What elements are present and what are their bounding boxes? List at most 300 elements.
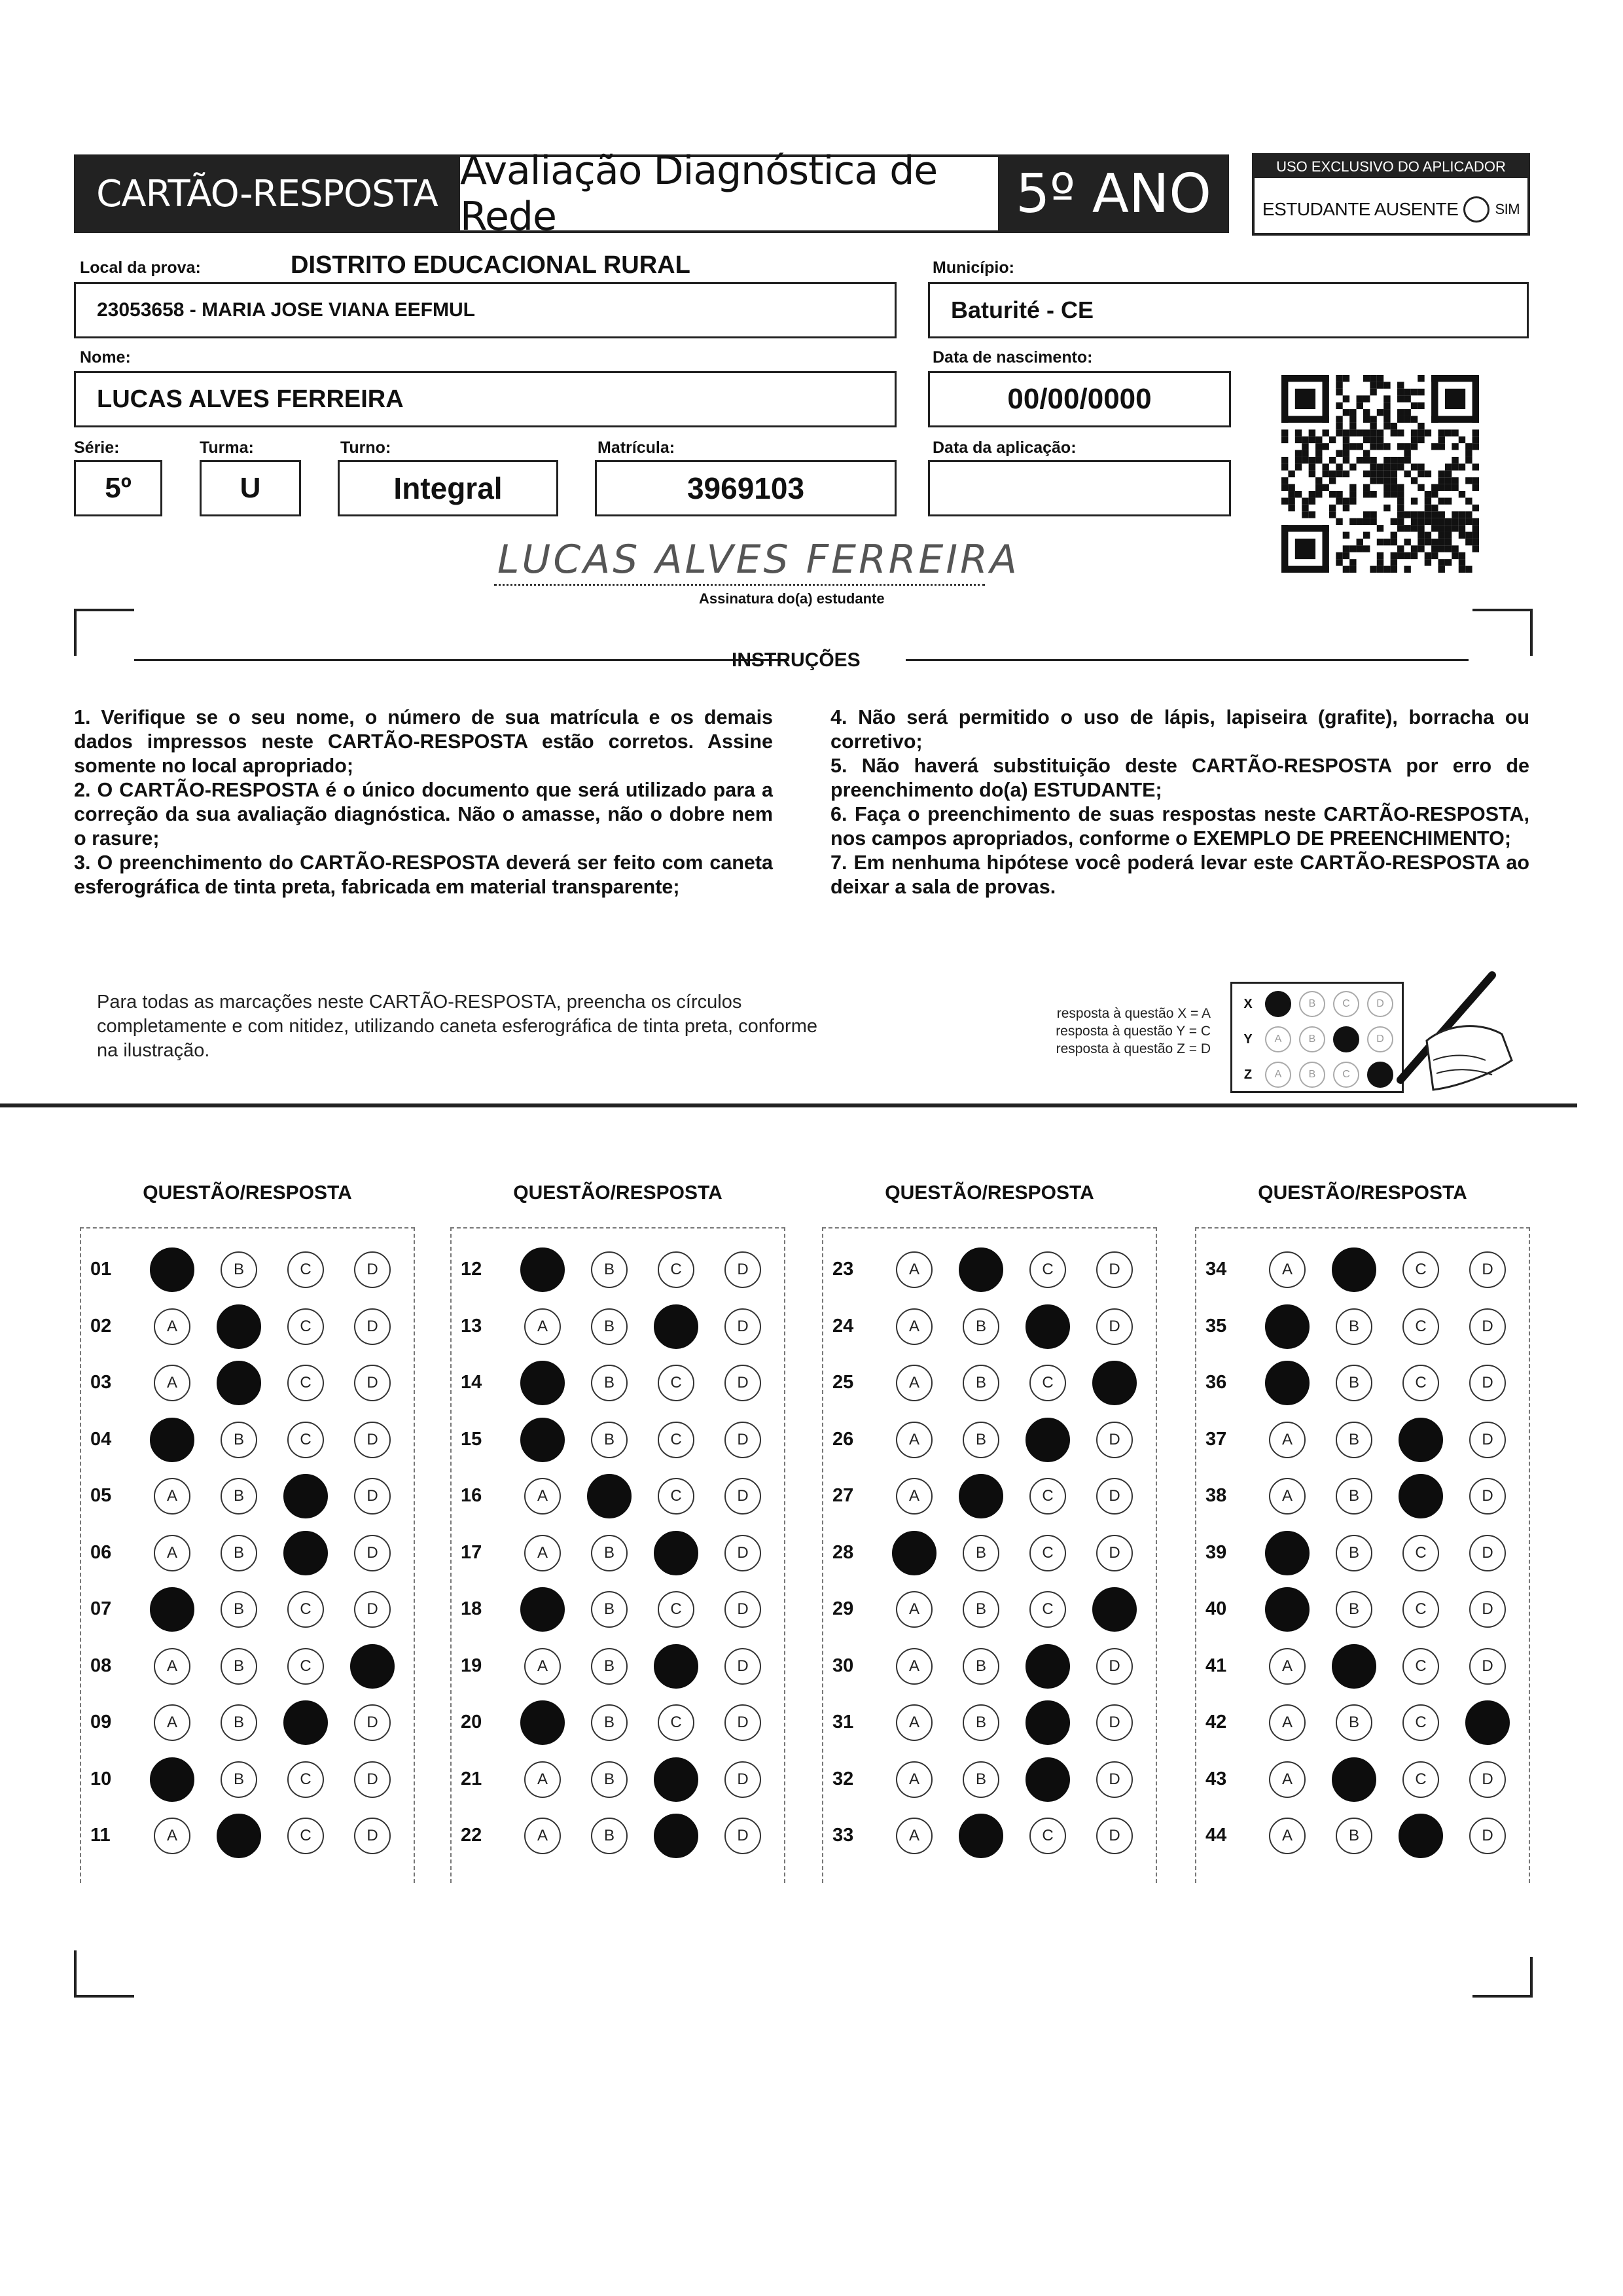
absent-row xyxy=(1255,190,1527,229)
corner-mark-top-left xyxy=(74,609,134,656)
answer-bubble-04-d[interactable]: D xyxy=(354,1422,391,1458)
answer-bubble-29-b[interactable]: B xyxy=(963,1591,999,1628)
serie-field xyxy=(74,460,162,516)
instruction-item: 5. Não haverá substituição deste CARTÃO-RESPOSTA por erro de preenchimento do(a) ESTUDANTE; xyxy=(830,755,1529,801)
question-number: 11 xyxy=(90,1825,111,1846)
answer-bubble-09-b[interactable]: B xyxy=(221,1704,257,1741)
question-number: 35 xyxy=(1205,1315,1227,1336)
question-number: 09 xyxy=(90,1712,112,1732)
local-label: Local da prova: xyxy=(80,259,201,277)
question-number: 36 xyxy=(1205,1372,1227,1393)
answer-bubble-23-d[interactable]: D xyxy=(1096,1251,1133,1288)
answer-bubble-19-c[interactable] xyxy=(654,1644,698,1689)
answer-bubble-11-d[interactable]: D xyxy=(354,1818,391,1854)
answer-bubble-43-c[interactable]: C xyxy=(1402,1761,1439,1798)
matricula-field xyxy=(595,460,897,516)
answer-bubble-17-c[interactable] xyxy=(654,1531,698,1575)
answer-bubble-10-d[interactable]: D xyxy=(354,1761,391,1798)
answer-bubble-39-c[interactable]: C xyxy=(1402,1535,1439,1571)
instruction-item: 7. Em nenhuma hipótese você poderá levar este CARTÃO-RESPOSTA ao deixar a sala de provas. xyxy=(830,852,1529,898)
answer-bubble-35-a[interactable] xyxy=(1265,1304,1310,1349)
answer-bubble-25-a[interactable]: A xyxy=(896,1365,933,1401)
example-row-label: X xyxy=(1243,996,1253,1011)
answer-bubble-14-d[interactable]: D xyxy=(724,1365,761,1401)
answer-bubble-06-d[interactable]: D xyxy=(354,1535,391,1571)
answer-bubble-37-a[interactable]: A xyxy=(1269,1422,1306,1458)
answer-bubble-30-c[interactable] xyxy=(1026,1644,1070,1689)
answer-bubble-41-b[interactable] xyxy=(1332,1644,1376,1689)
answer-bubble-42-d[interactable] xyxy=(1465,1700,1510,1745)
answer-bubble-01-a[interactable] xyxy=(150,1247,194,1292)
nome-field xyxy=(74,371,897,427)
answer-bubble-17-d[interactable]: D xyxy=(724,1535,761,1571)
answer-bubble-41-d[interactable]: D xyxy=(1469,1648,1506,1685)
question-number: 04 xyxy=(90,1428,112,1450)
answer-bubble-40-a[interactable] xyxy=(1265,1587,1310,1632)
instruction-item: 2. O CARTÃO-RESPOSTA é o único documento que será utilizado para a correção da sua avaliação diagnóstica. Não o amasse, não o dobre nem o rasure; xyxy=(74,779,773,850)
turno-value: Integral xyxy=(393,471,503,505)
answer-bubble-23-c[interactable]: C xyxy=(1029,1251,1066,1288)
answer-bubble-06-b[interactable]: B xyxy=(221,1535,257,1571)
answer-bubble-15-c[interactable]: C xyxy=(658,1422,694,1458)
answer-bubble-41-a[interactable]: A xyxy=(1269,1648,1306,1685)
fill-instruction-note: Para todas as marcações neste CARTÃO-RESPOSTA, preencha os círculos completamente e com nitidez, utilizando caneta esferográfica de tinta preta, conforme na ilustração. xyxy=(97,992,817,1061)
answer-bubble-21-d[interactable]: D xyxy=(724,1761,761,1798)
question-number: 43 xyxy=(1205,1768,1227,1789)
answer-bubble-31-b[interactable]: B xyxy=(963,1704,999,1741)
answer-bubble-44-b[interactable]: B xyxy=(1336,1818,1372,1854)
serie-label: Série: xyxy=(74,439,120,457)
answer-bubble-20-b[interactable]: B xyxy=(591,1704,628,1741)
answer-bubble-27-c[interactable]: C xyxy=(1029,1478,1066,1515)
nome-label: Nome: xyxy=(80,348,131,367)
answer-bubble-13-d[interactable]: D xyxy=(724,1308,761,1345)
answer-bubble-36-d[interactable]: D xyxy=(1469,1365,1506,1401)
student-signature: LUCAS ALVES FERREIRA xyxy=(497,537,1020,583)
aplicacao-field xyxy=(928,460,1231,516)
local-field xyxy=(74,282,897,338)
answer-bubble-10-c[interactable]: C xyxy=(287,1761,324,1798)
answer-bubble-37-b[interactable]: B xyxy=(1336,1422,1372,1458)
answer-bubble-10-a[interactable] xyxy=(150,1757,194,1802)
local-district: DISTRITO EDUCACIONAL RURAL xyxy=(291,251,690,279)
example-line: resposta à questão Z = D xyxy=(1056,1041,1211,1056)
answer-bubble-24-c[interactable] xyxy=(1026,1304,1070,1349)
answer-bubble-07-a[interactable] xyxy=(150,1587,194,1632)
example-bubble: B xyxy=(1299,1026,1325,1052)
serie-value: 5º xyxy=(105,472,132,504)
answer-bubble-17-a[interactable]: A xyxy=(524,1535,561,1571)
answer-block-title: QUESTÃO/RESPOSTA xyxy=(1258,1182,1467,1204)
question-number: 41 xyxy=(1205,1655,1227,1676)
nome-value: LUCAS ALVES FERREIRA xyxy=(97,385,404,413)
answer-bubble-09-c[interactable] xyxy=(283,1700,328,1745)
question-number: 17 xyxy=(461,1541,482,1563)
answer-bubble-32-d[interactable]: D xyxy=(1096,1761,1133,1798)
question-number: 03 xyxy=(90,1372,112,1393)
instructions-rule-left xyxy=(134,659,789,661)
turno-label: Turno: xyxy=(340,439,391,457)
example-bubble: B xyxy=(1299,991,1325,1017)
fill-example-grid xyxy=(1230,982,1404,1093)
answer-bubble-28-a[interactable] xyxy=(892,1531,936,1575)
answer-bubble-28-b[interactable]: B xyxy=(963,1535,999,1571)
answer-bubble-38-a[interactable]: A xyxy=(1269,1478,1306,1515)
question-number: 18 xyxy=(461,1598,482,1619)
answer-bubble-23-a[interactable]: A xyxy=(896,1251,933,1288)
answer-bubble-36-b[interactable]: B xyxy=(1336,1365,1372,1401)
answer-bubble-07-d[interactable]: D xyxy=(354,1591,391,1628)
question-number: 29 xyxy=(832,1598,854,1619)
example-line: resposta à questão X = A xyxy=(1056,1006,1211,1021)
answer-bubble-15-b[interactable]: B xyxy=(591,1422,628,1458)
answer-bubble-40-c[interactable]: C xyxy=(1402,1591,1439,1628)
answer-bubble-34-a[interactable]: A xyxy=(1269,1251,1306,1288)
question-number: 24 xyxy=(832,1315,854,1336)
answer-bubble-29-d[interactable] xyxy=(1092,1587,1137,1632)
answer-bubble-13-b[interactable]: B xyxy=(591,1308,628,1345)
example-bubble: B xyxy=(1299,1062,1325,1088)
question-number: 13 xyxy=(461,1315,482,1336)
answer-bubble-05-b[interactable]: B xyxy=(221,1478,257,1515)
answer-bubble-12-d[interactable]: D xyxy=(724,1251,761,1288)
answer-bubble-19-a[interactable]: A xyxy=(524,1648,561,1685)
example-row-label: Y xyxy=(1243,1031,1253,1047)
answer-bubble-33-a[interactable]: A xyxy=(896,1818,933,1854)
nascimento-value: 00/00/0000 xyxy=(1007,383,1152,415)
corner-mark-top-right xyxy=(1472,609,1533,656)
answer-bubble-22-b[interactable]: B xyxy=(591,1818,628,1854)
municipio-value: Baturité - CE xyxy=(951,296,1094,323)
answer-bubble-34-c[interactable]: C xyxy=(1402,1251,1439,1288)
answer-bubble-14-b[interactable]: B xyxy=(591,1365,628,1401)
answer-bubble-24-b[interactable]: B xyxy=(963,1308,999,1345)
answer-bubble-38-b[interactable]: B xyxy=(1336,1478,1372,1515)
example-legend xyxy=(995,1005,1211,1058)
instructions-rule-right xyxy=(906,659,1469,661)
instructions-col-left xyxy=(74,706,773,899)
answer-bubble-15-d[interactable]: D xyxy=(724,1422,761,1458)
answer-bubble-12-c[interactable]: C xyxy=(658,1251,694,1288)
question-number: 21 xyxy=(461,1768,482,1789)
turma-label: Turma: xyxy=(200,439,254,457)
answer-bubble-31-a[interactable]: A xyxy=(896,1704,933,1741)
aplicacao-label: Data da aplicação: xyxy=(933,439,1077,457)
turma-field xyxy=(200,460,301,516)
answer-bubble-05-d[interactable]: D xyxy=(354,1478,391,1515)
answer-bubble-22-a[interactable]: A xyxy=(524,1818,561,1854)
answer-bubble-39-a[interactable] xyxy=(1265,1531,1310,1575)
answer-bubble-22-c[interactable] xyxy=(654,1814,698,1858)
answer-bubble-44-c[interactable] xyxy=(1399,1814,1443,1858)
instruction-item: 1. Verifique se o seu nome, o número de sua matrícula e os demais dados impressos neste CARTÃO-RESPOSTA estão corretos. Assine somente no local apropriado; xyxy=(74,706,773,777)
answer-bubble-33-d[interactable]: D xyxy=(1096,1818,1133,1854)
answer-bubble-20-c[interactable]: C xyxy=(658,1704,694,1741)
answer-bubble-43-d[interactable]: D xyxy=(1469,1761,1506,1798)
answer-bubble-01-b[interactable]: B xyxy=(221,1251,257,1288)
answer-bubble-28-c[interactable]: C xyxy=(1029,1535,1066,1571)
answer-bubble-43-b[interactable] xyxy=(1332,1757,1376,1802)
answer-bubble-30-d[interactable]: D xyxy=(1096,1648,1133,1685)
answer-bubble-29-a[interactable]: A xyxy=(896,1591,933,1628)
question-number: 39 xyxy=(1205,1541,1227,1563)
answer-bubble-37-d[interactable]: D xyxy=(1469,1422,1506,1458)
answer-bubble-08-d[interactable] xyxy=(350,1644,395,1689)
answer-bubble-27-a[interactable]: A xyxy=(896,1478,933,1515)
answer-bubble-44-a[interactable]: A xyxy=(1269,1818,1306,1854)
answer-bubble-16-b[interactable] xyxy=(587,1474,632,1518)
answer-bubble-26-a[interactable]: A xyxy=(896,1422,933,1458)
answer-bubble-06-a[interactable]: A xyxy=(154,1535,190,1571)
answer-bubble-40-b[interactable]: B xyxy=(1336,1591,1372,1628)
signature-label: Assinatura do(a) estudante xyxy=(699,590,885,607)
answer-bubble-42-a[interactable]: A xyxy=(1269,1704,1306,1741)
question-number: 25 xyxy=(832,1372,854,1393)
answer-bubble-07-b[interactable]: B xyxy=(221,1591,257,1628)
answer-bubble-07-c[interactable]: C xyxy=(287,1591,324,1628)
example-row-label: Z xyxy=(1243,1067,1253,1082)
municipio-label: Município: xyxy=(933,259,1014,277)
answer-bubble-28-d[interactable]: D xyxy=(1096,1535,1133,1571)
answer-bubble-31-c[interactable] xyxy=(1026,1700,1070,1745)
turma-value: U xyxy=(240,472,261,504)
answer-bubble-40-d[interactable]: D xyxy=(1469,1591,1506,1628)
aplicador-title: USO EXCLUSIVO DO APLICADOR xyxy=(1255,156,1527,178)
question-number: 27 xyxy=(832,1485,854,1506)
answer-bubble-24-d[interactable]: D xyxy=(1096,1308,1133,1345)
answer-bubble-19-d[interactable]: D xyxy=(724,1648,761,1685)
answer-bubble-12-b[interactable]: B xyxy=(591,1251,628,1288)
example-bubble: A xyxy=(1265,1026,1291,1052)
answer-bubble-31-d[interactable]: D xyxy=(1096,1704,1133,1741)
signature-line xyxy=(494,584,985,586)
matricula-label: Matrícula: xyxy=(597,439,675,457)
question-number: 14 xyxy=(461,1372,482,1393)
question-number: 07 xyxy=(90,1598,112,1619)
example-bubble: A xyxy=(1265,1062,1291,1088)
answer-bubble-09-a[interactable]: A xyxy=(154,1704,190,1741)
section-divider xyxy=(0,1103,1577,1107)
answer-bubble-08-c[interactable]: C xyxy=(287,1648,324,1685)
corner-mark-bottom-left xyxy=(74,1950,134,1998)
answer-bubble-18-d[interactable]: D xyxy=(724,1591,761,1628)
local-value: 23053658 - MARIA JOSE VIANA EEFMUL xyxy=(97,299,475,321)
question-number: 10 xyxy=(90,1768,112,1789)
answer-block-title: QUESTÃO/RESPOSTA xyxy=(143,1182,352,1204)
answer-bubble-18-c[interactable]: C xyxy=(658,1591,694,1628)
question-number: 02 xyxy=(90,1315,112,1336)
answer-bubble-36-a[interactable] xyxy=(1265,1361,1310,1405)
question-number: 37 xyxy=(1205,1428,1227,1450)
answer-bubble-13-c[interactable] xyxy=(654,1304,698,1349)
answer-bubble-26-b[interactable]: B xyxy=(963,1422,999,1458)
question-number: 32 xyxy=(832,1768,854,1789)
instructions-title: INSTRUÇÕES xyxy=(732,649,861,671)
answer-bubble-05-a[interactable]: A xyxy=(154,1478,190,1515)
hand-pen-icon xyxy=(1387,962,1518,1100)
answer-bubble-10-b[interactable]: B xyxy=(221,1761,257,1798)
aplicador-box xyxy=(1252,153,1530,236)
answer-bubble-27-b[interactable] xyxy=(959,1474,1003,1518)
grade-label: 5º ANO xyxy=(998,154,1229,233)
instruction-item: 3. O preenchimento do CARTÃO-RESPOSTA deverá ser feito com caneta esferográfica de tinta preta, fabricada em material transparente; xyxy=(74,852,773,898)
answer-bubble-41-c[interactable]: C xyxy=(1402,1648,1439,1685)
answer-bubble-08-b[interactable]: B xyxy=(221,1648,257,1685)
answer-bubble-09-d[interactable]: D xyxy=(354,1704,391,1741)
answer-bubble-05-c[interactable] xyxy=(283,1474,328,1518)
question-number: 31 xyxy=(832,1712,854,1732)
answer-bubble-30-b[interactable]: B xyxy=(963,1648,999,1685)
question-number: 28 xyxy=(832,1541,854,1563)
question-number: 40 xyxy=(1205,1598,1227,1619)
answer-bubble-32-c[interactable] xyxy=(1026,1757,1070,1802)
question-number: 44 xyxy=(1205,1825,1227,1846)
answer-bubble-42-c[interactable]: C xyxy=(1402,1704,1439,1741)
question-number: 34 xyxy=(1205,1259,1227,1280)
question-number: 05 xyxy=(90,1485,112,1506)
answer-bubble-33-b[interactable] xyxy=(959,1814,1003,1858)
answer-bubble-16-c[interactable]: C xyxy=(658,1478,694,1515)
example-bubble xyxy=(1265,991,1291,1017)
answer-bubble-18-b[interactable]: B xyxy=(591,1591,628,1628)
answer-bubble-03-d[interactable]: D xyxy=(354,1365,391,1401)
answer-bubble-15-a[interactable] xyxy=(520,1418,565,1462)
answer-bubble-21-b[interactable]: B xyxy=(591,1761,628,1798)
answer-bubble-37-c[interactable] xyxy=(1399,1418,1443,1462)
answer-bubble-26-c[interactable] xyxy=(1026,1418,1070,1462)
answer-bubble-24-a[interactable]: A xyxy=(896,1308,933,1345)
answer-bubble-38-c[interactable] xyxy=(1399,1474,1443,1518)
question-number: 42 xyxy=(1205,1712,1227,1732)
question-number: 30 xyxy=(832,1655,854,1676)
absent-label: ESTUDANTE AUSENTE xyxy=(1262,199,1459,219)
exam-title: Avaliação Diagnóstica de Rede xyxy=(460,154,998,233)
municipio-field xyxy=(928,282,1529,338)
answer-bubble-06-c[interactable] xyxy=(283,1531,328,1575)
answer-bubble-21-c[interactable] xyxy=(654,1757,698,1802)
example-line: resposta à questão Y = C xyxy=(1056,1024,1211,1039)
instruction-item: 6. Faça o preenchimento de suas respostas neste CARTÃO-RESPOSTA, nos campos apropriados, conforme o EXEMPLO DE PREENCHIMENTO; xyxy=(830,803,1529,850)
example-bubble xyxy=(1333,1026,1359,1052)
answer-bubble-02-d[interactable]: D xyxy=(354,1308,391,1345)
question-number: 06 xyxy=(90,1541,112,1563)
answer-bubble-17-b[interactable]: B xyxy=(591,1535,628,1571)
answer-bubble-42-b[interactable]: B xyxy=(1336,1704,1372,1741)
answer-bubble-34-b[interactable] xyxy=(1332,1247,1376,1292)
answer-bubble-29-c[interactable]: C xyxy=(1029,1591,1066,1628)
answer-bubble-44-d[interactable]: D xyxy=(1469,1818,1506,1854)
answer-bubble-03-b[interactable] xyxy=(217,1361,261,1405)
answer-bubble-36-c[interactable]: C xyxy=(1402,1365,1439,1401)
absent-option: SIM xyxy=(1495,201,1520,217)
nascimento-label: Data de nascimento: xyxy=(933,348,1093,367)
answer-bubble-35-d[interactable]: D xyxy=(1469,1308,1506,1345)
question-number: 16 xyxy=(461,1485,482,1506)
answer-bubble-35-b[interactable]: B xyxy=(1336,1308,1372,1345)
instructions-col-right xyxy=(830,706,1529,899)
answer-bubble-04-a[interactable] xyxy=(150,1418,194,1462)
answer-bubble-33-c[interactable]: C xyxy=(1029,1818,1066,1854)
question-number: 19 xyxy=(461,1655,482,1676)
answer-bubble-39-d[interactable]: D xyxy=(1469,1535,1506,1571)
answer-bubble-11-b[interactable] xyxy=(217,1814,261,1858)
answer-bubble-18-a[interactable] xyxy=(520,1587,565,1632)
answer-bubble-03-a[interactable]: A xyxy=(154,1365,190,1401)
answer-bubble-43-a[interactable]: A xyxy=(1269,1761,1306,1798)
answer-bubble-32-a[interactable]: A xyxy=(896,1761,933,1798)
question-number: 26 xyxy=(832,1428,854,1450)
answer-bubble-11-a[interactable]: A xyxy=(154,1818,190,1854)
answer-bubble-20-a[interactable] xyxy=(520,1700,565,1745)
answer-bubble-04-c[interactable]: C xyxy=(287,1422,324,1458)
matricula-value: 3969103 xyxy=(687,471,805,505)
question-number: 20 xyxy=(461,1712,482,1732)
answer-bubble-02-b[interactable] xyxy=(217,1304,261,1349)
question-number: 23 xyxy=(832,1259,854,1280)
answer-bubble-01-d[interactable]: D xyxy=(354,1251,391,1288)
answer-bubble-03-c[interactable]: C xyxy=(287,1365,324,1401)
nascimento-field xyxy=(928,371,1231,427)
answer-bubble-02-c[interactable]: C xyxy=(287,1308,324,1345)
answer-bubble-12-a[interactable] xyxy=(520,1247,565,1292)
card-title: CARTÃO-RESPOSTA xyxy=(74,154,460,233)
answer-bubble-20-d[interactable]: D xyxy=(724,1704,761,1741)
answer-bubble-16-a[interactable]: A xyxy=(524,1478,561,1515)
answer-bubble-39-b[interactable]: B xyxy=(1336,1535,1372,1571)
answer-bubble-35-c[interactable]: C xyxy=(1402,1308,1439,1345)
instruction-item: 4. Não será permitido o uso de lápis, lapiseira (grafite), borracha ou corretivo; xyxy=(830,706,1529,753)
answer-bubble-32-b[interactable]: B xyxy=(963,1761,999,1798)
answer-bubble-27-d[interactable]: D xyxy=(1096,1478,1133,1515)
question-number: 22 xyxy=(461,1825,482,1846)
example-bubble: C xyxy=(1333,991,1359,1017)
answer-bubble-14-c[interactable]: C xyxy=(658,1365,694,1401)
answer-bubble-38-d[interactable]: D xyxy=(1469,1478,1506,1515)
example-bubble: D xyxy=(1367,991,1393,1017)
answer-bubble-11-c[interactable]: C xyxy=(287,1818,324,1854)
corner-mark-bottom-right xyxy=(1472,1957,1533,1998)
answer-bubble-34-d[interactable]: D xyxy=(1469,1251,1506,1288)
answer-block-title: QUESTÃO/RESPOSTA xyxy=(513,1182,722,1204)
answer-bubble-08-a[interactable]: A xyxy=(154,1648,190,1685)
answer-bubble-04-b[interactable]: B xyxy=(221,1422,257,1458)
question-number: 38 xyxy=(1205,1485,1227,1506)
turno-field xyxy=(338,460,558,516)
absent-checkbox[interactable] xyxy=(1463,196,1489,223)
answer-block-title: QUESTÃO/RESPOSTA xyxy=(885,1182,1094,1204)
answer-bubble-30-a[interactable]: A xyxy=(896,1648,933,1685)
answer-bubble-26-d[interactable]: D xyxy=(1096,1422,1133,1458)
question-number: 15 xyxy=(461,1428,482,1450)
question-number: 12 xyxy=(461,1259,482,1280)
answer-bubble-25-c[interactable]: C xyxy=(1029,1365,1066,1401)
answer-bubble-02-a[interactable]: A xyxy=(154,1308,190,1345)
answer-bubble-19-b[interactable]: B xyxy=(591,1648,628,1685)
answer-bubble-01-c[interactable]: C xyxy=(287,1251,324,1288)
answer-bubble-22-d[interactable]: D xyxy=(724,1818,761,1854)
example-bubble: D xyxy=(1367,1026,1393,1052)
answer-bubble-13-a[interactable]: A xyxy=(524,1308,561,1345)
answer-bubble-25-d[interactable] xyxy=(1092,1361,1137,1405)
question-number: 08 xyxy=(90,1655,112,1676)
example-bubble: C xyxy=(1333,1062,1359,1088)
answer-bubble-21-a[interactable]: A xyxy=(524,1761,561,1798)
answer-bubble-25-b[interactable]: B xyxy=(963,1365,999,1401)
question-number: 01 xyxy=(90,1259,112,1280)
answer-bubble-23-b[interactable] xyxy=(959,1247,1003,1292)
answer-bubble-14-a[interactable] xyxy=(520,1361,565,1405)
answer-bubble-16-d[interactable]: D xyxy=(724,1478,761,1515)
